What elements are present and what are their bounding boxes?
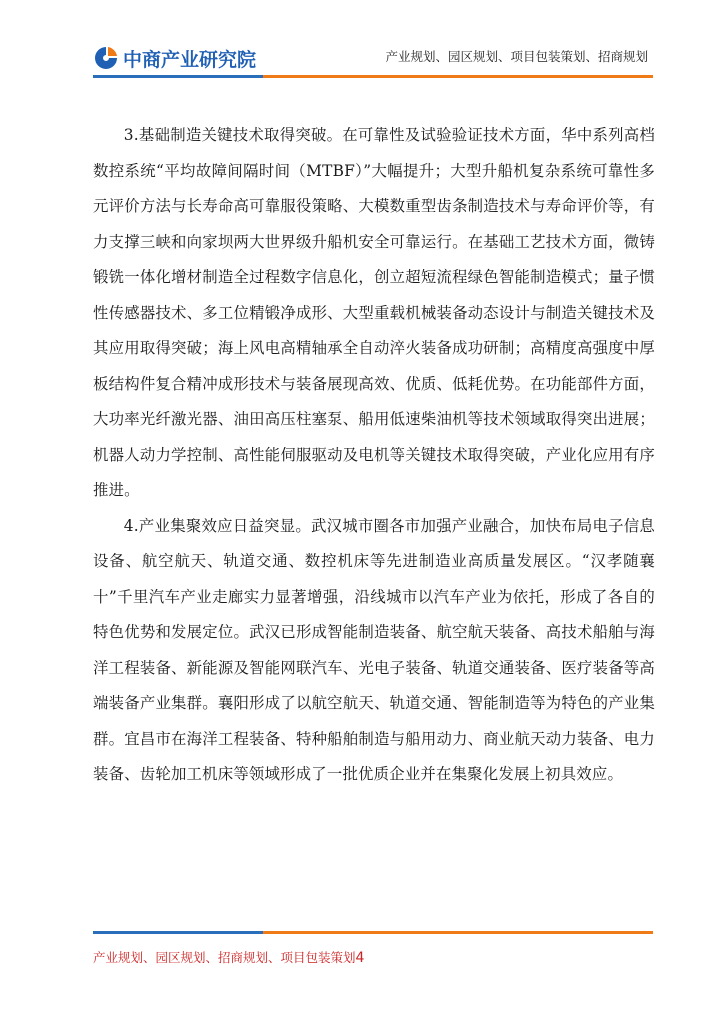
- document-body: [93, 118, 655, 793]
- footer-rule-blue: [93, 931, 263, 934]
- header-rule-blue: [93, 75, 263, 78]
- logo-mark-icon: [93, 45, 119, 71]
- header-rule-orange: [263, 75, 653, 78]
- page-number: 4: [355, 950, 365, 966]
- footer-rule-orange: [263, 931, 653, 934]
- footer-text: 产业规划、园区规划、招商规划、项目包装策划: [93, 950, 356, 965]
- paragraph-4: 4.产业集聚效应日益突显。武汉城市圈各市加强产业融合，加快布局电子信息设备、航空航天、轨道交通、数控机床等先进制造业高质量发展区。“汉孝随襄十”千里汽车产业走廊实力显著增强，沿线城市以汽车产业为依托，形成了各自的特色优势和发展定位。武汉已形成智能制造装备、航空航天装备、高技术船舶与海洋工程装备、新能源及智能网联汽车、光电子装备、轨道交通装备、医疗装备等高端装备产业集群。襄阳形成了以航空航天、轨道交通、智能制造等为特色的产业集群。宜昌市在海洋工程装备、特种船舶制造与船用动力、商业航天动力装备、电力装备、齿轮加工机床等领域形成了一批优质企业并在集聚化发展上初具效应。: [93, 516, 655, 783]
- footer: [93, 948, 364, 966]
- paragraph-3: 3.基础制造关键技术取得突破。在可靠性及试验验证技术方面，华中系列高档数控系统“平均故障间隔时间（MTBF）”大幅提升；大型升船机复杂系统可靠性多元评价方法与长寿命高可靠服役策略、大模数重型齿条制造技术与寿命评价等，有力支撑三峡和向家坝两大世界级升船机安全可靠运行。在基础工艺技术方面，微铸锻铣一体化增材制造全过程数字信息化，创立超短流程绿色智能制造模式；量子惯性传感器技术、多工位精锻净成形、大型重载机械装备动态设计与制造关键技术及其应用取得突破；海上风电高精轴承全自动淬火装备成功研制；高精度高强度中厚板结构件复合精冲成形技术与装备展现高效、优质、低耗优势。在功能部件方面，大功率光纤激光器、油田高压柱塞泵、船用低速柴油机等技术领域取得突出进展；机器人动力学控制、高性能伺服驱动及电机等关键技术取得突破，产业化应用有序推进。: [93, 126, 655, 499]
- logo: [93, 44, 256, 72]
- logo-text: 中商产业研究院: [123, 48, 257, 71]
- header-tagline: 产业规划、园区规划、项目包装策划、招商规划: [385, 49, 648, 64]
